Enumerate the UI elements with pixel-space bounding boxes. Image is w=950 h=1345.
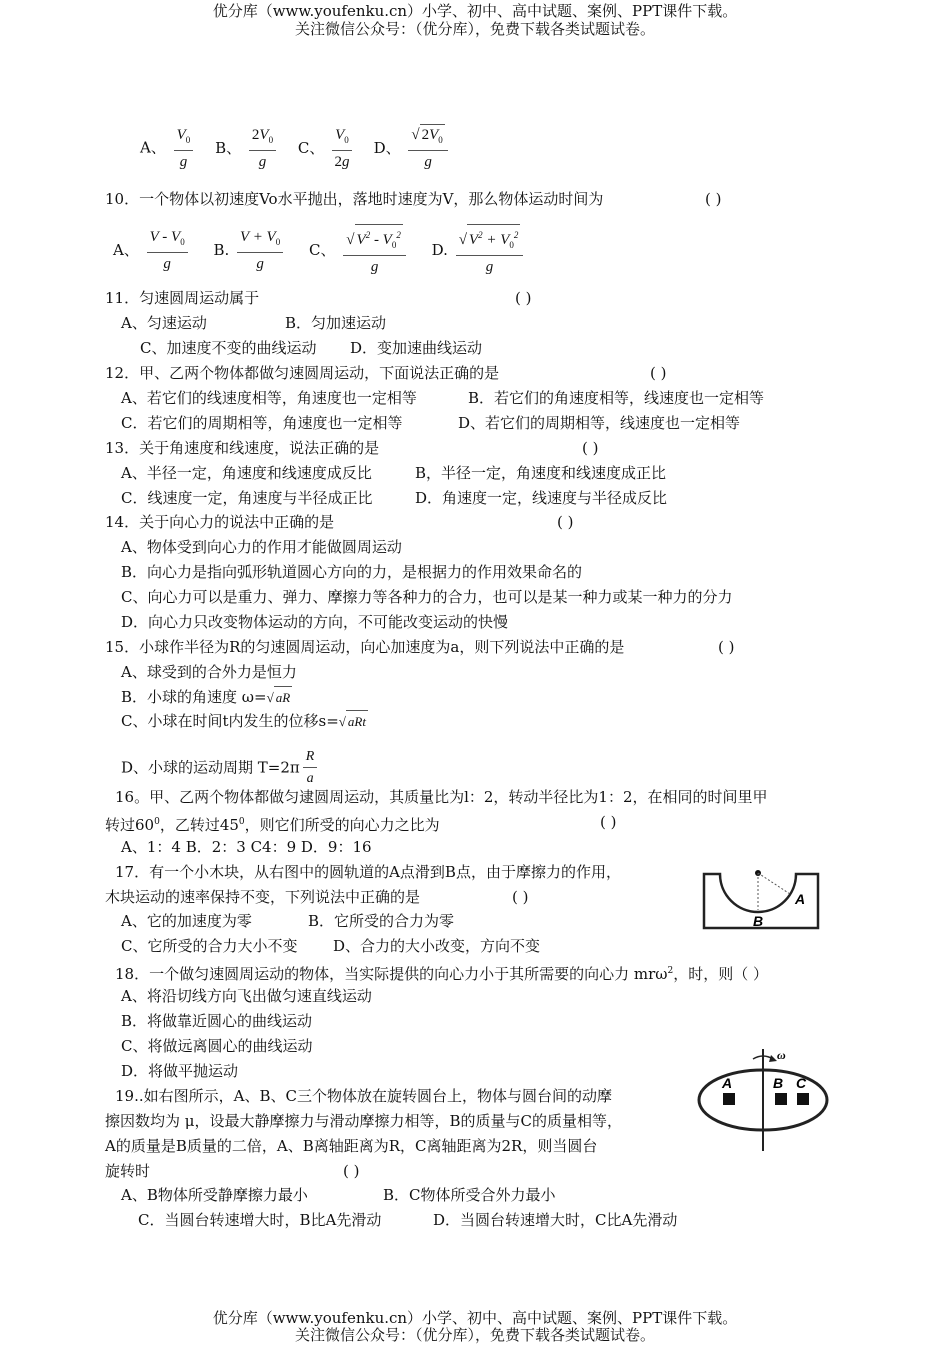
q12-option-c: C．若它们的周期相等，角速度也一定相等 xyxy=(121,414,403,432)
q9-option-d-label: D、 xyxy=(373,138,401,157)
q18-stem xyxy=(115,960,768,985)
q14-option-a: A、物体受到向心力的作用才能做圆周运动 xyxy=(121,538,402,556)
q15-option-b-formula: √ aR xyxy=(267,690,293,705)
q18-option-c: C、将做远离圆心的曲线运动 xyxy=(121,1037,313,1055)
q13-option-a: A、半径一定，角速度和线速度成反比 xyxy=(121,464,372,482)
q16-line1: 16。甲、乙两个物体都做匀逮圆周运动，其质量比为l：2，转动半径比为1：2，在相同的时间里甲 xyxy=(115,788,768,806)
q19-line4: 旋转时 xyxy=(105,1162,151,1180)
q9-option-c-label: C、 xyxy=(297,138,325,157)
q15-option-c-text: C、小球在时间t内发生的位移s= xyxy=(121,712,339,730)
q13-stem: 13．关于角速度和线速度，说法正确的是 xyxy=(105,439,380,457)
q12-stem: 12．甲、乙两个物体都做匀速圆周运动，下面说法正确的是 xyxy=(105,364,500,382)
q9-option-c-formula: $\frac{V_0}{2g}$ xyxy=(332,125,352,173)
q18-option-a: A、将沿切线方向飞出做匀速直线运动 xyxy=(121,987,372,1005)
q15-option-d xyxy=(121,747,320,790)
q9-option-b-formula: $\frac{2V_0}{g}$ xyxy=(249,125,276,173)
q19-label-omega: ω xyxy=(777,1048,786,1062)
q19-line1: 19..如右图所示，A、B、C三个物体放在旋转圆台上，物体与圆台间的动摩 xyxy=(115,1087,612,1105)
q14-stem: 14．关于向心力的说法中正确的是 xyxy=(105,513,335,531)
q10-option-b-label: B. xyxy=(213,241,230,259)
q17-answer-paren: ( ) xyxy=(512,888,529,906)
q11-option-d: D．变加速曲线运动 xyxy=(350,339,483,357)
page-footer-line1: 优分库（www.youfenku.cn）小学、初中、高中试题、案例、PPT课件下载。 xyxy=(212,1309,738,1327)
page-footer-line2: 关注微信公众号：（优分库），免费下载各类试题试卷。 xyxy=(294,1326,655,1344)
q9-options xyxy=(140,124,451,173)
q15-option-c xyxy=(121,710,368,733)
q19-turntable-diagram xyxy=(695,1045,835,1155)
q10-option-a-label: A、 xyxy=(113,241,139,259)
q10-option-d-formula: $\frac{√ V^2 + V_0^2}{g}$ xyxy=(456,224,524,278)
q14-option-c: C、向心力可以是重力、弹力、摩擦力等各种力的合力，也可以是某一种力或某一种力的分力 xyxy=(121,588,733,606)
q17-track-diagram xyxy=(700,864,824,934)
q12-option-b: B．若它们的角速度相等，线速度也一定相等 xyxy=(468,389,765,407)
q10-option-d-label: D. xyxy=(431,241,448,259)
q10-option-c-label: C、 xyxy=(309,241,336,259)
q17-line2: 木块运动的速率保持不变，下列说法中正确的是 xyxy=(105,888,421,906)
q19-label-c: C xyxy=(796,1075,807,1091)
q17-option-a: A、它的加速度为零 xyxy=(121,912,252,930)
q13-option-c: C．线速度一定，角速度与半径成正比 xyxy=(121,489,373,507)
q17-option-c: C、它所受的合力大小不变 xyxy=(121,937,298,955)
q11-stem: 11．匀速圆周运动属于 xyxy=(105,289,260,307)
q9-option-b-label: B、 xyxy=(215,138,242,157)
q19-label-b: B xyxy=(773,1075,784,1091)
q12-option-d: D、若它们的周期相等，线速度也一定相等 xyxy=(458,414,741,432)
q15-answer-paren: ( ) xyxy=(718,638,735,656)
q15-option-d-formula: $\frac{R}{a}$ xyxy=(303,747,318,790)
q16-degree-2: 0 xyxy=(238,817,245,827)
q13-option-b: B，半径一定，角速度和线速度成正比 xyxy=(415,464,667,482)
q10-answer-paren: ( ) xyxy=(705,190,722,208)
q18-option-b: B．将做靠近圆心的曲线运动 xyxy=(121,1012,313,1030)
q19-answer-paren: ( ) xyxy=(343,1162,360,1180)
q18-option-d: D．将做平抛运动 xyxy=(121,1062,239,1080)
q15-option-c-formula: √ aRt xyxy=(339,714,368,729)
q14-option-d: D．向心力只改变物体运动的方向，不可能改变运动的快慢 xyxy=(121,613,509,631)
q17-line1: 17．有一个小木块，从右图中的圆轨道的A点滑到B点，由于摩擦力的作用， xyxy=(115,863,621,881)
q10-option-b-formula: $\frac{V + V_0}{g}$ xyxy=(237,227,283,275)
q16-answer-paren: ( ) xyxy=(600,813,617,831)
q15-option-d-text: D、小球的运动周期 T=2π xyxy=(121,758,300,777)
q10-options xyxy=(113,224,526,278)
q9-option-a-formula: $\frac{V_0}{g}$ xyxy=(174,125,194,173)
q16-line2 xyxy=(105,811,440,836)
q9-option-d-formula: $\frac{√ 2V_0}{g}$ xyxy=(408,124,447,173)
q19-option-b: B．C物体所受合外力最小 xyxy=(383,1186,556,1204)
q13-option-d: D．角速度一定，线速度与半径成反比 xyxy=(415,489,668,507)
q10-option-a-formula: $\frac{V - V_0}{g}$ xyxy=(147,227,188,275)
q19-line3: A的质量是B质量的二倍，A、B离轴距离为R，C离轴距离为2R，则当圆台 xyxy=(105,1137,598,1155)
q17-label-a: A xyxy=(795,891,806,907)
q17-option-d: D、合力的大小改变，方向不变 xyxy=(333,937,541,955)
q19-option-c: C．当圆台转速增大时，B比A先滑动 xyxy=(138,1211,382,1229)
q19-option-a: A、B物体所受静摩擦力最小 xyxy=(121,1186,308,1204)
q17-option-b: B．它所受的合力为零 xyxy=(308,912,455,930)
q12-answer-paren: ( ) xyxy=(650,364,667,382)
q16-line2-part2: ，乙转过45 xyxy=(159,816,239,834)
q19-label-a: A xyxy=(722,1075,733,1091)
q19-option-d: D．当圆台转速增大时，C比A先滑动 xyxy=(433,1211,678,1229)
page-header-line2: 关注微信公众号：（优分库），免费下载各类试题试卷。 xyxy=(294,20,655,38)
q19-line2: 擦因数均为 μ，设最大静摩擦力与滑动摩擦力相等，B的质量与C的质量相等， xyxy=(105,1112,623,1130)
q11-answer-paren: ( ) xyxy=(515,289,532,307)
q12-option-a: A、若它们的线速度相等，角速度也一定相等 xyxy=(121,389,417,407)
q18-stem-text: 18．一个做匀速圆周运动的物体，当实际提供的向心力小于其所需要的向心力 mrω xyxy=(115,965,668,983)
q19-block-c xyxy=(797,1093,809,1105)
q15-stem: 15．小球作半径为R的匀速圆周运动，向心加速度为a，则下列说法中正确的是 xyxy=(105,638,625,656)
q14-answer-paren: ( ) xyxy=(557,513,574,531)
q10-stem: 10．一个物体以初速度Vo水平抛出，落地时速度为V，那么物体运动时间为 xyxy=(105,190,604,208)
q16-line2-part3: ，则它们所受的向心力之比为 xyxy=(244,816,440,834)
q19-block-b xyxy=(775,1093,787,1105)
q14-option-b: B．向心力是指向弧形轨道圆心方向的力，是根据力的作用效果命名的 xyxy=(121,563,583,581)
q10-option-c-formula: $\frac{√ V^2 - V_0^2}{g}$ xyxy=(343,224,406,278)
q16-degree-1: 0 xyxy=(154,817,160,827)
q16-line2-part1: 转过60 xyxy=(105,816,155,834)
q18-stem-end: ，时，则（ ） xyxy=(673,965,768,983)
q17-label-b: B xyxy=(753,913,764,929)
q19-block-a xyxy=(723,1093,735,1105)
q15-option-b-text: B．小球的角速度 ω= xyxy=(121,688,267,706)
q9-option-a-label: A、 xyxy=(140,138,166,157)
q18-square: 2 xyxy=(667,966,674,976)
page-header-line1: 优分库（www.youfenku.cn）小学、初中、高中试题、案例、PPT课件下载。 xyxy=(212,2,738,20)
q11-option-a: A、匀速运动 xyxy=(121,314,207,332)
q11-option-c: C、加速度不变的曲线运动 xyxy=(140,339,317,357)
q16-options: A、1：4 B．2：3 C4：9 D．9：16 xyxy=(121,838,372,856)
q13-answer-paren: ( ) xyxy=(582,439,599,457)
q11-option-b: B．匀加速运动 xyxy=(285,314,387,332)
q15-option-b xyxy=(121,686,292,709)
q15-option-a: A、球受到的合外力是恒力 xyxy=(121,663,297,681)
